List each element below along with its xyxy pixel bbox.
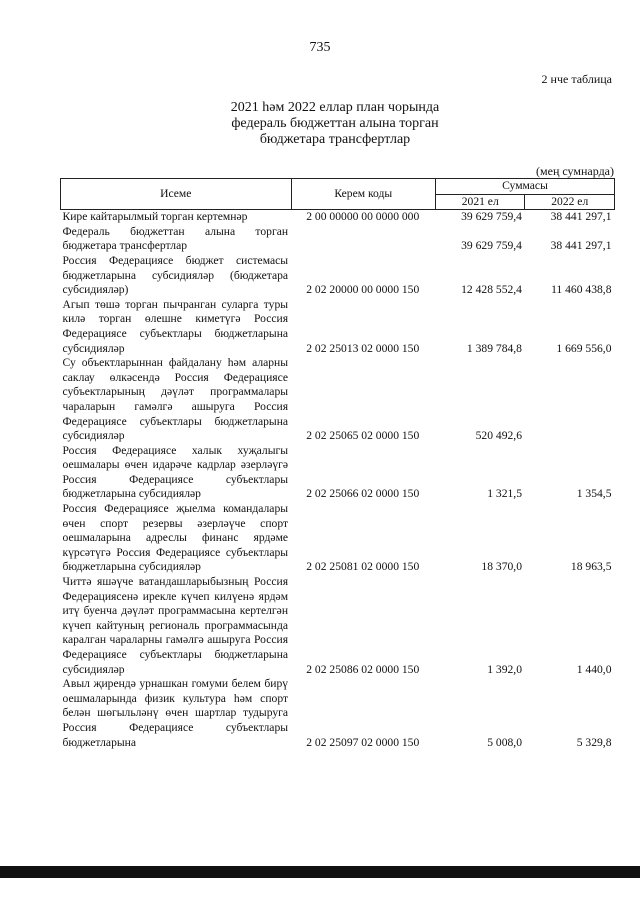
table-row — [61, 210, 615, 225]
row-name: Читтә яшәүче ватандашларыбызның Россия Федерациясенә ирекле күчеп килүенә ярдәм итү буенча дәүләт программасына кертелгән күчеп кайтуның региональ программасында каралган чараларны гамәлгә ашыруга Россия Федерациясе субъектлары бюджетларына субсидияләр — [62, 575, 289, 676]
row-code: 2 02 25081 02 0000 150 — [306, 560, 420, 574]
row-name: Россия Федерациясе бюджет системасы бюджетларына субсидияләр (бюджетара субсидияләр) — [62, 253, 289, 297]
row-code: 2 02 25066 02 0000 150 — [306, 487, 420, 501]
table-row — [61, 356, 615, 444]
row-value-2021: 5 008,0 — [487, 735, 522, 749]
row-name: Федераль бюджеттан алына торган бюджетара трансфертлар — [62, 224, 289, 253]
header-name: Исеме — [61, 179, 292, 210]
page-number: 735 — [309, 40, 331, 55]
row-code: 2 00 00000 00 0000 000 — [306, 210, 420, 224]
row-value-2021: 520 492,6 — [475, 429, 522, 443]
header-code: Керем коды — [291, 179, 435, 210]
row-value-2021: 1 321,5 — [487, 487, 522, 501]
row-code — [291, 225, 435, 254]
row-value-2022: 1 669 556,0 — [556, 341, 612, 355]
table-row — [61, 444, 615, 502]
row-value-2022 — [525, 356, 615, 444]
header-year-2022: 2022 ел — [525, 194, 615, 210]
row-name: Россия Федерациясе җыелма командалары өчен спорт резервы әзерләүче спорт оешмаларына адреслы финанс ярдәме күрсәтүгә Россия Федерациясе субъектлары бюджетларына субсидияләр — [62, 502, 289, 574]
row-value-2022: 38 441 297,1 — [550, 210, 612, 224]
row-code: 2 02 25013 02 0000 150 — [306, 341, 420, 355]
row-code: 2 02 25086 02 0000 150 — [306, 662, 420, 676]
table-row — [61, 677, 615, 750]
header-row — [61, 179, 615, 195]
row-value-2022: 38 441 297,1 — [550, 239, 612, 253]
row-value-2022: 18 963,5 — [570, 560, 612, 574]
row-name: Россия Федерациясе халык хуҗалыгы оешмалары өчен идарәче кадрлар әзерләүгә Россия Федерациясе субъектлары бюджетларына субсидияләр — [62, 443, 289, 501]
row-value-2022: 1 354,5 — [576, 487, 612, 501]
row-name: Су объектларыннан файдалану һәм аларны саклау өлкәсендә Россия Федерациясе субъектларының дәүләт программалары чараларын гамәлгә ашыруга Россия Федерациясе субъектлары бюджетларына субсидияләр — [62, 356, 289, 443]
row-value-2022: 11 460 438,8 — [551, 283, 612, 297]
table-row — [61, 575, 615, 677]
units-note: (мең сумнарда) — [536, 164, 614, 178]
table-body — [61, 210, 615, 750]
title-line: федераль бюджеттан алына торган — [231, 116, 439, 131]
title-line: 2021 һәм 2022 еллар план чорында — [230, 100, 440, 115]
row-value-2022: 1 440,0 — [576, 662, 612, 676]
row-name: Кире кайтарылмый торган кертемнәр — [62, 210, 248, 224]
table-row — [61, 225, 615, 254]
header-year-2021: 2021 ел — [435, 194, 525, 210]
table-row — [61, 502, 615, 575]
row-value-2022: 5 329,8 — [576, 735, 612, 749]
scan-border — [0, 866, 640, 878]
row-code: 2 02 25097 02 0000 150 — [306, 735, 420, 749]
table-label: 2 нче таблица — [541, 72, 612, 86]
row-code: 2 02 20000 00 0000 150 — [306, 283, 420, 297]
table-row — [61, 254, 615, 298]
row-code: 2 02 25065 02 0000 150 — [306, 429, 420, 443]
row-value-2021: 39 629 759,4 — [461, 239, 522, 253]
row-name: Агып төшә торган пычранган суларга туры килә торган өлешне киметүгә Россия Федерациясе субъектлары бюджетларына субсидияләр — [62, 297, 289, 355]
row-value-2021: 18 370,0 — [481, 560, 522, 574]
transfers-table — [60, 178, 615, 750]
row-value-2021: 39 629 759,4 — [461, 210, 522, 224]
title-line: бюджетара трансфертлар — [259, 132, 411, 147]
row-value-2021: 12 428 552,4 — [461, 283, 522, 297]
row-value-2021: 1 389 784,8 — [466, 341, 522, 355]
document-title — [0, 100, 640, 148]
row-value-2021: 1 392,0 — [487, 662, 522, 676]
row-name: Авыл җирендә урнашкан гомуми белем бирү оешмаларында физик культура һәм спорт белән шөгыльләнү өчен шартлар тудыруга Россия Федерациясе субъектлары бюджетларына — [62, 677, 289, 749]
table-row — [61, 298, 615, 356]
header-sums: Суммасы — [435, 179, 614, 195]
